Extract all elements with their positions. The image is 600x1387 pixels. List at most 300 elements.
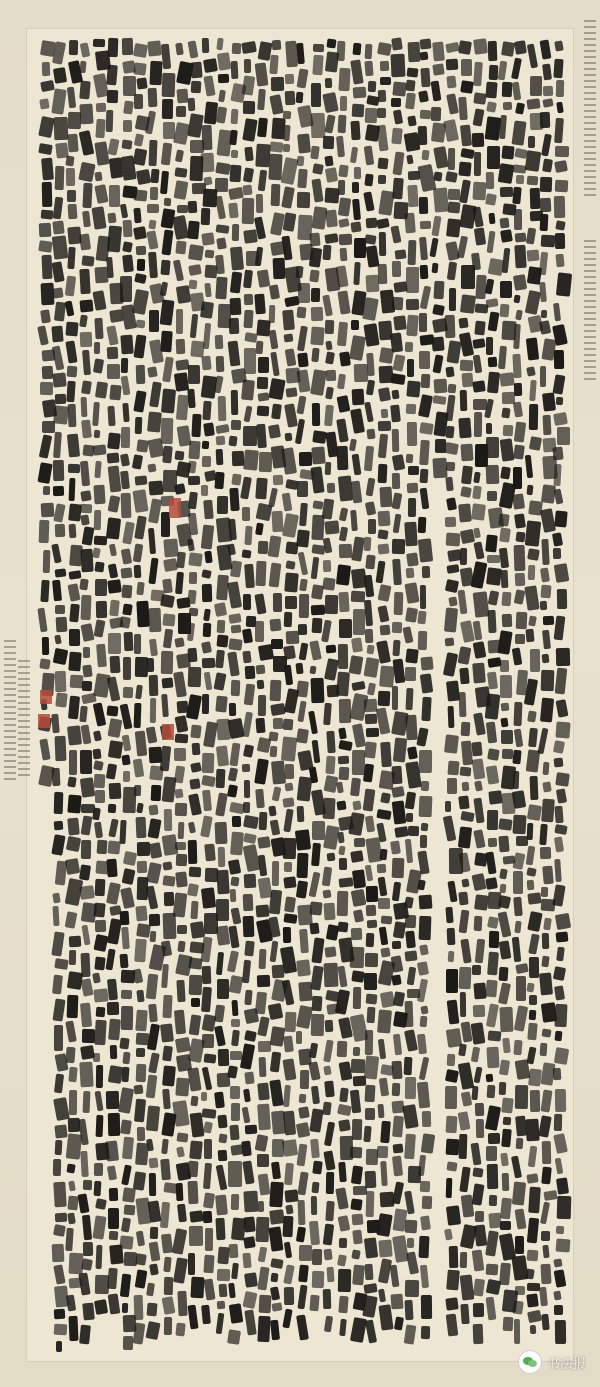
calligraphy-column [174, 34, 189, 1344]
ink-stroke [108, 718, 122, 737]
ink-stroke [516, 963, 530, 974]
ink-stroke [120, 1120, 132, 1135]
ink-stroke [351, 568, 367, 588]
ink-stroke [311, 789, 326, 815]
ink-stroke [556, 254, 565, 267]
ink-stroke [472, 591, 488, 617]
ink-stroke [352, 1214, 364, 1226]
ink-stroke [243, 269, 253, 288]
ink-stroke [55, 394, 67, 404]
ink-stroke [242, 1160, 254, 1184]
ink-stroke [82, 350, 91, 375]
ink-stroke [162, 678, 174, 689]
ink-stroke [202, 1108, 217, 1119]
ink-stroke [419, 916, 432, 940]
ink-stroke [256, 194, 263, 213]
ink-stroke [393, 1144, 404, 1154]
ink-stroke [94, 342, 100, 354]
ink-stroke [82, 1090, 90, 1112]
ink-stroke [53, 503, 66, 522]
ink-stroke [96, 643, 107, 667]
ink-stroke [473, 1278, 485, 1296]
ink-stroke [94, 1299, 109, 1315]
ink-stroke [366, 274, 380, 292]
ink-stroke [554, 1157, 563, 1174]
ink-stroke [79, 300, 93, 313]
ink-stroke [339, 767, 350, 780]
ink-stroke [164, 198, 171, 206]
ink-stroke [149, 675, 159, 696]
ink-stroke [337, 373, 346, 389]
ink-stroke [162, 99, 174, 119]
ink-stroke [311, 403, 320, 426]
calligraphy-column [188, 34, 203, 1344]
ink-stroke [353, 1186, 367, 1196]
ink-stroke [446, 1297, 459, 1310]
ink-stroke [392, 686, 398, 710]
ink-stroke [365, 44, 373, 60]
ink-stroke [476, 1119, 485, 1139]
ink-stroke [526, 1173, 538, 1183]
ink-stroke [420, 835, 427, 848]
ink-stroke [134, 1084, 144, 1094]
ink-stroke [363, 323, 379, 346]
ink-stroke [377, 158, 388, 170]
ink-stroke [107, 706, 119, 717]
ink-stroke [379, 665, 395, 688]
ink-stroke [108, 563, 118, 578]
ink-stroke [134, 273, 147, 284]
ink-stroke [516, 1138, 524, 1149]
ink-stroke [190, 762, 201, 773]
ink-stroke [108, 740, 123, 759]
ink-stroke [68, 60, 83, 84]
ink-stroke [365, 994, 377, 1005]
ink-stroke [149, 310, 159, 332]
ink-stroke [189, 867, 201, 878]
ink-stroke [405, 454, 412, 464]
ink-stroke [540, 697, 554, 722]
ink-stroke [54, 1124, 67, 1138]
ink-stroke [81, 839, 91, 859]
ink-stroke [230, 907, 241, 924]
ink-stroke [177, 1204, 187, 1223]
ink-stroke [353, 42, 362, 55]
ink-stroke [472, 873, 487, 891]
ink-stroke [176, 653, 190, 669]
ink-stroke [176, 1054, 192, 1072]
ink-stroke [555, 233, 565, 249]
ink-stroke [542, 392, 556, 412]
ink-stroke [216, 436, 226, 446]
chat-bubble-icon [519, 1351, 541, 1373]
ink-stroke [203, 500, 214, 520]
ink-stroke [134, 1098, 146, 1122]
ink-stroke [68, 1118, 80, 1132]
ink-stroke [459, 179, 471, 203]
ink-stroke [80, 42, 91, 57]
ink-stroke [122, 521, 135, 545]
ink-stroke [68, 503, 81, 521]
ink-stroke [215, 424, 229, 434]
ink-stroke [161, 1234, 174, 1254]
ink-stroke [392, 539, 405, 554]
ink-stroke [445, 59, 457, 71]
ink-stroke [352, 389, 365, 406]
ink-stroke [231, 1103, 240, 1121]
ink-stroke [527, 249, 540, 261]
ink-stroke [530, 1324, 537, 1333]
ink-stroke [487, 838, 496, 848]
ink-stroke [433, 187, 449, 212]
ink-stroke [378, 877, 388, 897]
ink-stroke [514, 422, 526, 443]
ink-stroke [488, 213, 495, 224]
ink-stroke [354, 838, 365, 847]
ink-stroke [191, 81, 202, 94]
ink-stroke [473, 93, 486, 105]
ink-stroke [149, 638, 158, 656]
ink-stroke [218, 1133, 228, 1143]
ink-stroke [408, 466, 419, 475]
ink-stroke [339, 544, 353, 558]
ink-stroke [351, 928, 362, 940]
ink-stroke [217, 396, 226, 421]
ink-stroke [324, 520, 339, 535]
ink-stroke [203, 623, 211, 637]
ink-stroke [326, 1201, 335, 1222]
calligraphy-column [39, 34, 54, 1344]
calligraphy-column [418, 34, 433, 1344]
ink-stroke [175, 872, 188, 888]
ink-stroke [311, 584, 324, 599]
ink-stroke [391, 53, 406, 77]
calligraphy-paper [26, 28, 574, 1362]
ink-stroke [540, 177, 553, 192]
ink-stroke [556, 1195, 571, 1219]
ink-stroke [446, 928, 455, 945]
ink-stroke [109, 158, 124, 180]
ink-stroke [93, 1163, 102, 1176]
ink-stroke [244, 406, 253, 423]
ink-stroke [473, 399, 487, 410]
ink-stroke [79, 1062, 93, 1088]
ink-stroke [201, 774, 215, 786]
ink-stroke [176, 425, 191, 446]
ink-stroke [217, 619, 225, 632]
ink-stroke [351, 1165, 363, 1184]
ink-stroke [447, 383, 455, 392]
ink-stroke [513, 187, 523, 205]
ink-stroke [378, 1258, 392, 1283]
ink-stroke [216, 952, 224, 975]
ink-stroke [215, 161, 230, 174]
ink-stroke [269, 1079, 283, 1106]
ink-stroke [149, 1173, 156, 1196]
ink-stroke [52, 236, 68, 260]
ink-stroke [39, 98, 49, 110]
ink-stroke [487, 810, 498, 830]
ink-stroke [407, 185, 418, 208]
ink-stroke [351, 850, 365, 863]
ink-stroke [135, 685, 143, 699]
ink-stroke [379, 232, 387, 256]
ink-stroke [148, 40, 162, 56]
ink-stroke [298, 1200, 306, 1225]
ink-stroke [296, 880, 309, 898]
ink-stroke [487, 231, 496, 254]
ink-stroke [243, 1291, 258, 1309]
ink-stroke [498, 1233, 515, 1261]
ink-stroke [393, 1034, 403, 1055]
ink-stroke [94, 821, 103, 838]
ink-stroke [122, 734, 132, 751]
ink-stroke [257, 393, 269, 403]
ink-stroke [67, 971, 83, 990]
ink-stroke [325, 644, 336, 653]
ink-stroke [556, 1177, 569, 1194]
ink-stroke [310, 666, 317, 675]
ink-stroke [392, 881, 402, 901]
ink-stroke [215, 471, 226, 489]
ink-stroke [80, 902, 96, 922]
ink-stroke [231, 1144, 244, 1155]
ink-stroke [311, 307, 324, 321]
ink-stroke [215, 650, 225, 669]
ink-stroke [365, 108, 378, 123]
ink-stroke [228, 202, 238, 218]
ink-stroke [366, 1007, 375, 1024]
ink-stroke [528, 892, 542, 905]
ink-stroke [299, 579, 308, 591]
ink-stroke [95, 50, 111, 70]
ink-stroke [174, 1009, 186, 1034]
ink-stroke [461, 1022, 473, 1043]
ink-stroke [445, 42, 460, 54]
ink-stroke [80, 460, 90, 485]
ink-stroke [161, 331, 174, 353]
ink-stroke [53, 1224, 66, 1237]
ink-stroke [255, 904, 269, 917]
ink-stroke [68, 1253, 83, 1274]
ink-stroke [338, 644, 348, 669]
ink-stroke [95, 381, 108, 399]
ink-stroke [311, 544, 325, 555]
ink-stroke [176, 1078, 190, 1097]
ink-stroke [527, 267, 542, 285]
ink-stroke [95, 1007, 105, 1018]
ink-stroke [526, 98, 540, 109]
ink-stroke [160, 208, 175, 228]
ink-stroke [94, 1020, 107, 1045]
ink-stroke [258, 1041, 271, 1052]
ink-stroke [554, 806, 563, 823]
calligraphy-column [404, 34, 419, 1344]
ink-stroke [67, 1212, 76, 1223]
ink-stroke [351, 1199, 363, 1211]
ink-stroke [271, 786, 281, 802]
calligraphy-column [255, 34, 270, 1344]
ink-stroke [541, 887, 549, 897]
ink-stroke [122, 1187, 136, 1203]
ink-stroke [325, 78, 333, 88]
ink-stroke [188, 113, 204, 138]
ink-stroke [432, 318, 448, 333]
ink-stroke [406, 404, 416, 414]
ink-stroke [529, 995, 537, 1005]
ink-stroke [269, 378, 286, 400]
ink-stroke [366, 478, 376, 497]
ink-stroke [528, 136, 535, 149]
ink-stroke [284, 688, 300, 714]
ink-stroke [473, 1067, 483, 1084]
ink-stroke [486, 878, 499, 890]
ink-stroke [81, 680, 91, 690]
ink-stroke [339, 1296, 349, 1314]
ink-stroke [514, 514, 526, 530]
ink-stroke [380, 947, 390, 957]
ink-stroke [259, 452, 273, 472]
ink-stroke [82, 445, 94, 458]
ink-stroke [349, 335, 366, 361]
ink-stroke [37, 326, 49, 346]
ink-stroke [134, 476, 147, 486]
ink-stroke [323, 825, 340, 850]
ink-stroke [460, 567, 475, 587]
ink-stroke [324, 1080, 334, 1097]
ink-stroke [204, 868, 217, 883]
ink-stroke [352, 1265, 365, 1286]
ink-stroke [202, 356, 212, 371]
ink-stroke [473, 182, 487, 200]
ink-stroke [543, 918, 552, 931]
ink-stroke [150, 1227, 159, 1239]
ink-stroke [502, 203, 517, 215]
ink-stroke [554, 616, 566, 641]
ink-stroke [257, 737, 271, 753]
ink-stroke [282, 1059, 296, 1082]
ink-stroke [149, 339, 164, 364]
ink-stroke [339, 1087, 349, 1102]
ink-stroke [123, 185, 138, 199]
ink-stroke [68, 1067, 78, 1083]
ink-stroke [420, 38, 432, 49]
ink-stroke [351, 319, 359, 329]
ink-stroke [258, 1201, 265, 1212]
ink-stroke [271, 77, 285, 91]
ink-stroke [364, 1237, 378, 1258]
ink-stroke [487, 672, 499, 690]
ink-stroke [230, 1051, 242, 1060]
ink-stroke [350, 1058, 364, 1072]
ink-stroke [311, 605, 325, 615]
ink-stroke [475, 894, 490, 910]
ink-stroke [229, 436, 238, 447]
ink-stroke [79, 130, 95, 156]
ink-stroke [527, 565, 534, 580]
ink-stroke [448, 202, 461, 214]
ink-stroke [81, 255, 95, 267]
ink-stroke [377, 1146, 388, 1158]
ink-stroke [284, 896, 296, 912]
ink-stroke [486, 337, 493, 355]
ink-stroke [393, 902, 409, 920]
ink-stroke [296, 959, 310, 976]
ink-stroke [378, 690, 391, 705]
ink-stroke [311, 178, 323, 202]
ink-stroke [555, 721, 570, 738]
ink-stroke [270, 819, 281, 835]
ink-stroke [136, 320, 146, 329]
ink-stroke [120, 454, 131, 468]
ink-stroke [245, 1124, 257, 1133]
ink-stroke [162, 1066, 176, 1087]
ink-stroke [391, 858, 404, 879]
ink-stroke [230, 390, 238, 415]
ink-stroke [215, 335, 224, 349]
ink-stroke [269, 618, 281, 631]
ink-stroke [296, 729, 309, 745]
ink-stroke [460, 125, 472, 146]
ink-stroke [540, 567, 550, 582]
ink-stroke [420, 1016, 428, 1028]
ink-stroke [394, 592, 403, 615]
ink-stroke [446, 1054, 454, 1066]
ink-stroke [501, 703, 509, 712]
ink-stroke [405, 688, 413, 710]
ink-stroke [326, 1003, 340, 1015]
ink-stroke [83, 183, 93, 208]
ink-stroke [297, 750, 313, 771]
ink-stroke [256, 1216, 269, 1242]
ink-stroke [297, 853, 309, 878]
ink-stroke [554, 1270, 567, 1288]
ink-stroke [54, 1286, 69, 1308]
ink-stroke [161, 693, 169, 716]
ink-stroke [460, 360, 473, 371]
ink-stroke [95, 1198, 106, 1210]
ink-stroke [217, 1049, 228, 1066]
ink-stroke [94, 172, 102, 182]
ink-stroke [420, 68, 430, 87]
ink-stroke [364, 401, 374, 422]
ink-stroke [176, 1147, 185, 1158]
ink-stroke [323, 92, 340, 113]
ink-stroke [309, 1108, 324, 1132]
ink-stroke [446, 1205, 461, 1225]
ink-stroke [121, 140, 132, 150]
ink-stroke [503, 101, 512, 110]
ink-stroke [123, 1315, 137, 1333]
ink-stroke [448, 706, 455, 728]
left-colophon-strip [4, 640, 16, 780]
ink-stroke [257, 41, 271, 61]
ink-stroke [121, 335, 135, 355]
ink-stroke [256, 664, 266, 674]
ink-stroke [363, 1283, 377, 1293]
ink-stroke [133, 391, 146, 413]
ink-stroke [405, 607, 418, 623]
ink-stroke [270, 141, 284, 152]
ink-stroke [503, 1117, 512, 1126]
ink-stroke [513, 275, 527, 291]
ink-stroke [55, 958, 69, 969]
ink-stroke [69, 604, 79, 623]
ink-stroke [445, 1069, 459, 1083]
ink-stroke [310, 1138, 320, 1158]
ink-stroke [419, 895, 433, 910]
ink-stroke [419, 334, 434, 345]
